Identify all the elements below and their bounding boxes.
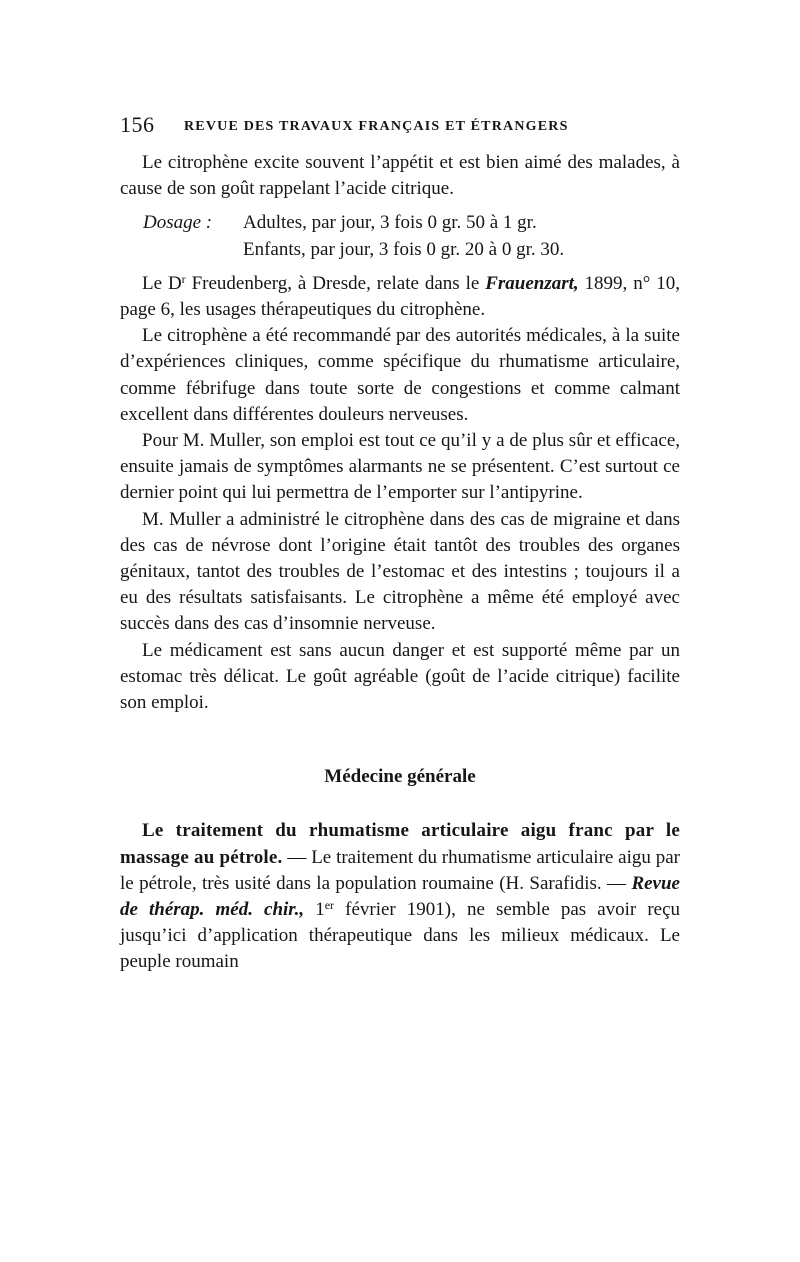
dosage-row-children <box>120 237 680 263</box>
dosage-children: Enfants, par jour, 3 fois 0 gr. 20 à 0 gr. 30. <box>243 238 565 260</box>
section-title: Médecine générale <box>324 766 476 788</box>
paragraph-muller-cases: M. Muller a administré le citrophène dans des cas de migraine et dans des cas de névrose dont l’origine était tantôt des troubles des organes génitaux, tantot des troubles de l’estomac et des intestins ; toujours il a eu des résultats satisfaisants. Le citrophène a même été employé avec succès dans des cas d’insomnie nerveuse. <box>120 508 680 635</box>
paragraph-safety: Le médicament est sans aucun danger et est supporté même par un estomac très délicat. Le goût agréable (goût de l’acide citrique) facilite son emploi. <box>120 639 680 714</box>
doctor-superscript: r <box>181 271 186 286</box>
paragraph-freudenberg <box>120 271 680 323</box>
dosage-indent <box>120 237 243 263</box>
article-date-superscript: er <box>324 898 335 913</box>
article-date-pre: 1 <box>304 899 325 921</box>
freudenberg-middle: Freudenberg, à Dresde, relate dans le <box>185 272 486 294</box>
paragraph-muller-opinion: Pour M. Muller, son emploi est tout ce qu’il y a de plus sûr et efficace, ensuite jamais de symptômes alarmants ne se présentent. C’est surtout ce dernier point qui lui permettra de l’emporter sur l’antipyrine. <box>120 430 680 504</box>
paragraph-recommendation: Le citrophène a été recommandé par des autorités médicales, à la suite d’expériences cliniques, comme spécifique du rhumatisme articulaire, comme fébrifuge dans toute sorte de congestions et comme calmant excellent dans différentes douleurs nerveuses. <box>120 325 680 425</box>
dosage-block <box>120 210 680 262</box>
article-text-after: février 1901), ne semble pas avoir reçu jusqu’ici d’application thérapeutique dans les milieux médicaux. Le peuple roumain <box>120 899 681 973</box>
page-body <box>120 150 680 976</box>
journal-title: Frauenzart, <box>485 272 579 294</box>
freudenberg-start: Le D <box>142 272 182 294</box>
dosage-label: Dosage : <box>143 212 213 234</box>
article-text-before: — Le traitement du rhumatisme articulaire aigu par le pétrole, très usité dans la population roumaine (H. Sarafidis. — <box>120 846 680 894</box>
running-head: REVUE DES TRAVAUX FRANÇAIS ET ÉTRANGERS <box>184 119 569 134</box>
page-number: 156 <box>120 112 155 137</box>
article-title: Le traitement du rhumatisme articulaire aigu franc par le massage au pétrole. <box>120 820 680 868</box>
article-source: Revue de thérap. méd. chir., <box>120 872 680 921</box>
page-header <box>120 112 680 144</box>
dosage-adults: Adultes, par jour, 3 fois 0 gr. 50 à 1 gr. <box>243 212 537 234</box>
paragraph-appetite: Le citrophène excite souvent l’appétit et est bien aimé des malades, à cause de son goût rappelant l’acide citrique. <box>120 152 680 200</box>
freudenberg-end: 1899, n° 10, page 6, les usages thérapeutiques du citrophène. <box>120 272 680 321</box>
paragraph-article <box>120 818 680 975</box>
dosage-row-adults <box>120 210 680 236</box>
